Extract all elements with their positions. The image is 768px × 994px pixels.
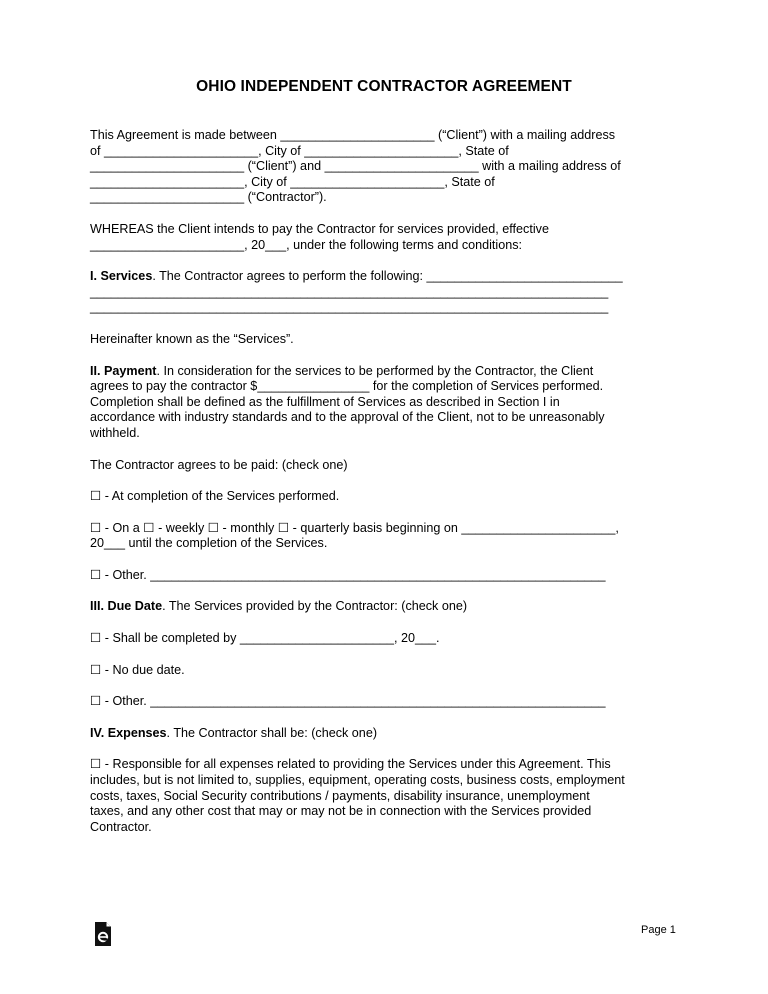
due-date-heading: III. Due Date (90, 599, 163, 614)
services-heading: I. Services (90, 269, 153, 284)
payment-option-completion[interactable]: ☐ - At completion of the Services performed. (90, 489, 340, 504)
payment-option-periodic-cont: 20___ until the completion of the Services. (90, 536, 328, 551)
expenses-option-line: taxes, and any other cost that may or may not be in connection with the Services provided (90, 804, 592, 819)
intro-line: ______________________ (“Contractor”). (90, 190, 327, 205)
payment-heading: II. Payment (90, 363, 157, 378)
expenses-heading: IV. Expenses (90, 725, 167, 740)
expenses-option-line: costs, taxes, Social Security contributions / payments, disability insurance, unemployment (90, 788, 590, 803)
expenses-option-responsible[interactable]: ☐ - Responsible for all expenses related to providing the Services under this Agreement. This (90, 757, 611, 772)
services-section (90, 269, 678, 347)
due-date-option-other[interactable]: ☐ - Other. _________________________________________________________________ (90, 694, 606, 709)
payment-check-intro: The Contractor agrees to be paid: (check one) (90, 457, 348, 472)
services-hereinafter: Hereinafter known as the “Services”. (90, 331, 294, 346)
payment-line: Completion shall be defined as the fulfillment of Services as described in Section I in (90, 394, 560, 409)
payment-option-other[interactable]: ☐ - Other. _________________________________________________________________ (90, 567, 606, 582)
eforms-logo-icon (93, 921, 113, 947)
expenses-option-line: Contractor. (90, 819, 152, 834)
expenses-line: IV. Expenses. The Contractor shall be: (check one) (90, 725, 378, 740)
payment-section (90, 364, 678, 584)
services-blank-line: __________________________________________________________________________ (90, 300, 609, 315)
services-line: I. Services. The Contractor agrees to perform the following: ____________________________ (90, 269, 623, 284)
expenses-option-line: includes, but is not limited to, supplies, equipment, operating costs, business costs, employment (90, 773, 625, 788)
expenses-section (90, 726, 678, 836)
document-title: OHIO INDEPENDENT CONTRACTOR AGREEMENT (196, 78, 572, 95)
due-date-section (90, 599, 678, 709)
document-body (90, 128, 678, 835)
intro-line: ______________________ (“Client”) and ______________________ with a mailing address of (90, 159, 621, 174)
intro-line: of ______________________, City of ______________________, State of (90, 143, 509, 158)
services-blank-line: __________________________________________________________________________ (90, 284, 609, 299)
due-date-option-none[interactable]: ☐ - No due date. (90, 662, 185, 677)
intro-paragraph (90, 128, 678, 206)
page-number: Page 1 (641, 924, 676, 936)
payment-line: agrees to pay the contractor $________________ for the completion of Services performed. (90, 379, 604, 394)
payment-option-periodic[interactable]: ☐ - On a ☐ - weekly ☐ - monthly ☐ - quarterly basis beginning on ______________________, (90, 520, 619, 535)
payment-line: accordance with industry standards and to the approval of the Client, not to be unreasonably (90, 410, 605, 425)
due-date-line: III. Due Date. The Services provided by the Contractor: (check one) (90, 599, 468, 614)
whereas-line: ______________________, 20___, under the following terms and conditions: (90, 237, 523, 252)
payment-line: II. Payment. In consideration for the services to be performed by the Contractor, the Client (90, 363, 594, 378)
due-date-option-completed-by[interactable]: ☐ - Shall be completed by ______________________, 20___. (90, 631, 440, 646)
whereas-line: WHEREAS the Client intends to pay the Contractor for services provided, effective (90, 221, 549, 236)
payment-line: withheld. (90, 425, 140, 440)
intro-line: This Agreement is made between ______________________ (“Client”) with a mailing address (90, 128, 616, 142)
whereas-paragraph (90, 222, 678, 253)
intro-line: ______________________, City of ______________________, State of (90, 174, 495, 189)
